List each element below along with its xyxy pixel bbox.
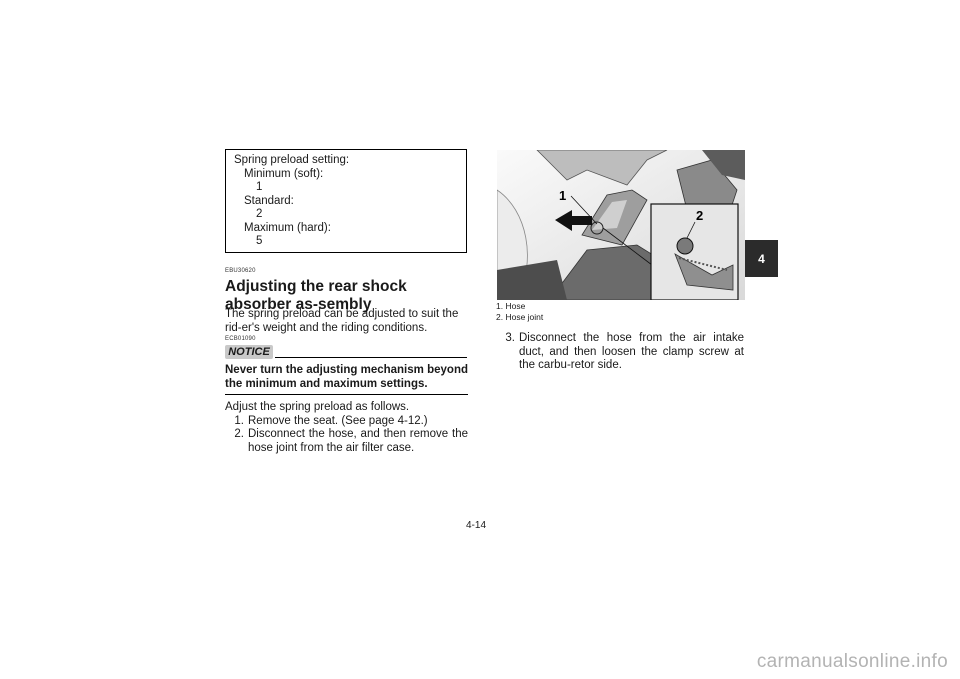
spring-preload-spec-box xyxy=(225,149,467,253)
step-text: Disconnect the hose from the air intake duct, and then loosen the clamp screw at the carbu-retor side. xyxy=(519,332,744,371)
caption-1: 1. Hose xyxy=(496,301,526,311)
notice-text: Never turn the adjusting mechanism beyond the minimum and maximum settings. xyxy=(225,364,468,390)
step-3 xyxy=(496,332,744,373)
adjust-intro: Adjust the spring preload as follows. xyxy=(225,401,410,413)
hose-joint-illustration xyxy=(497,150,745,300)
notice-badge: NOTICE xyxy=(225,345,273,359)
caption-2: 2. Hose joint xyxy=(496,312,544,322)
spec-max-value: 5 xyxy=(256,235,263,247)
spec-title: Spring preload setting: xyxy=(234,154,350,166)
step-2 xyxy=(225,428,468,455)
intro-paragraph: The spring preload can be adjusted to suit the rid-er's weight and the riding conditions. xyxy=(225,308,459,334)
notice-top-rule xyxy=(275,357,467,358)
callout-1: 1 xyxy=(559,188,567,203)
step-text: Remove the seat. (See page 4-12.) xyxy=(248,414,428,427)
photo-captions xyxy=(496,301,543,323)
step-number: 1. xyxy=(234,414,244,427)
page-number: 4-14 xyxy=(466,520,487,531)
callout-2: 2 xyxy=(696,208,704,223)
section-code: EBU30620 xyxy=(225,268,256,274)
chapter-tab: 4 xyxy=(745,240,778,277)
step-text: Disconnect the hose, and then remove the hose joint from the air filter case. xyxy=(248,428,468,454)
spec-std-value: 2 xyxy=(256,208,263,220)
notice-bottom-rule xyxy=(225,394,468,395)
spec-max-label: Maximum (hard): xyxy=(244,221,331,234)
section-heading: Adjusting the rear shock absorber as-sembly xyxy=(225,278,407,313)
step-1 xyxy=(225,415,468,429)
spec-min-value: 1 xyxy=(256,181,263,193)
step-number: 3. xyxy=(505,332,515,344)
spec-min-label: Minimum (soft): xyxy=(244,167,324,180)
spec-std-label: Standard: xyxy=(244,194,294,207)
watermark: carmanualsonline.info xyxy=(756,651,948,672)
notice-code: ECB01090 xyxy=(225,336,256,342)
step-number: 2. xyxy=(234,428,244,440)
adjust-steps xyxy=(225,401,468,455)
